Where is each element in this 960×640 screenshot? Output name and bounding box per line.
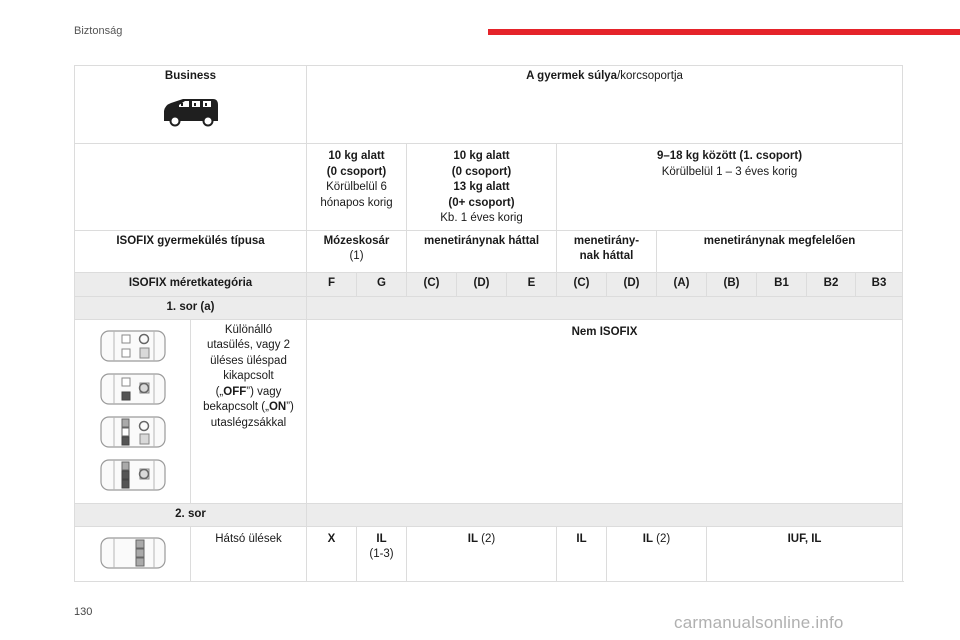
size-class: (C) — [557, 272, 607, 296]
watermark: carmanualsonline.info — [674, 613, 844, 632]
page-number: 130 — [74, 606, 93, 618]
row2-il-note: (1-3) — [369, 548, 394, 560]
row1-label: 1. sor (a) — [75, 296, 307, 319]
group-text: 13 kg alatt — [453, 181, 510, 193]
weight-header — [307, 66, 903, 144]
seat-diagram-icon — [98, 371, 168, 407]
size-class: (A) — [657, 272, 707, 296]
desc-line: utaslégzsákkal — [210, 416, 287, 429]
isofix-size-row — [75, 272, 903, 296]
group-text: (0 csoport) — [451, 165, 512, 178]
mozeskosar-cell — [307, 230, 407, 272]
size-class: B2 — [807, 272, 856, 296]
size-class: E — [507, 272, 557, 296]
weight-header-rest: /korcsoportja — [617, 70, 683, 82]
business-cell — [75, 66, 307, 144]
desc-line: („OFF”) vagy — [215, 385, 282, 398]
group-text: 9–18 kg között (1. csoport) — [656, 150, 803, 162]
rear-facing-split: nak háttal — [579, 250, 634, 262]
weight-header-bold: A gyermek súlya — [526, 70, 618, 82]
group-1-cell — [557, 144, 903, 231]
empty-cell — [307, 503, 903, 526]
group-0-cell — [307, 144, 407, 231]
row2-il-cell — [357, 526, 407, 581]
group-text: (0+ csoport) — [448, 196, 515, 209]
size-class: B3 — [856, 272, 903, 296]
row2-heading — [75, 503, 903, 526]
row2-il2-cell — [407, 526, 557, 581]
isofix-type-row — [75, 230, 903, 272]
section-title: Biztonság — [74, 25, 123, 37]
seat-diagram-icon — [98, 457, 168, 493]
row2-il4-note: (2) — [652, 532, 671, 545]
size-class: (C) — [407, 272, 457, 296]
row2-il: IL — [376, 532, 387, 545]
row2-label: 2. sor — [75, 503, 307, 526]
desc-line: bekapcsolt („ON”) — [203, 401, 294, 413]
size-class: (B) — [707, 272, 757, 296]
row1-value: Nem ISOFIX — [307, 319, 903, 503]
seat-diagram-icon — [98, 414, 168, 450]
seat-diagram-icon — [98, 535, 168, 571]
size-class: (D) — [607, 272, 657, 296]
group-text: 10 kg alatt — [453, 150, 510, 162]
row1-seat-diagrams — [75, 319, 191, 503]
forward-facing-label: menetiránynak megfelelően — [657, 230, 903, 272]
desc-line: Különálló — [224, 323, 273, 336]
row2-il2-note: (2) — [477, 532, 496, 545]
desc-line: utasülés, vagy 2 — [206, 339, 291, 351]
isofix-table — [74, 65, 903, 582]
section-accent-bar — [488, 29, 960, 35]
mozeskosar-note: (1) — [349, 250, 364, 262]
row2-x: X — [307, 526, 357, 581]
size-class: B1 — [757, 272, 807, 296]
group-text: Körülbelül 6 — [326, 181, 387, 193]
rear-facing-label: menetiránynak háttal — [407, 230, 557, 272]
empty-cell — [307, 296, 903, 319]
size-class: F — [307, 272, 357, 296]
group-text: Kb. 1 éves korig — [440, 212, 523, 224]
group-text: 10 kg alatt — [328, 150, 385, 162]
row1-heading — [75, 296, 903, 319]
empty-cell — [75, 144, 307, 231]
row1-description — [191, 319, 307, 503]
business-label: Business — [164, 70, 217, 82]
van-icon — [161, 97, 221, 127]
row2-iuf: IUF, IL — [707, 526, 903, 581]
group-text: hónapos korig — [320, 196, 393, 209]
header-row — [75, 66, 903, 144]
row2-il4-cell — [607, 526, 707, 581]
group-text: Körülbelül 1 – 3 éves korig — [661, 165, 798, 178]
rear-facing-split: menetirány- — [573, 234, 640, 247]
seat-diagram-icon — [98, 328, 168, 364]
rear-facing-split-cell — [557, 230, 657, 272]
size-class: G — [357, 272, 407, 296]
row2-seat-diagram — [75, 526, 191, 581]
row2-description: Hátsó ülések — [191, 526, 307, 581]
group-row — [75, 144, 903, 231]
group-text: (0 csoport) — [326, 165, 387, 178]
row1-detail — [75, 319, 903, 503]
isofix-size-label: ISOFIX méretkategória — [75, 272, 307, 296]
isofix-type-label: ISOFIX gyermekülés típusa — [75, 230, 307, 272]
mozeskosar-label: Mózeskosár — [323, 234, 390, 247]
group-0plus-cell — [407, 144, 557, 231]
row2-il2: IL — [467, 532, 478, 545]
desc-line: kikapcsolt — [223, 370, 274, 382]
row2-il3: IL — [557, 526, 607, 581]
desc-line: üléses üléspad — [210, 354, 287, 367]
size-class: (D) — [457, 272, 507, 296]
row2-detail — [75, 526, 903, 581]
row2-il4: IL — [642, 532, 653, 545]
